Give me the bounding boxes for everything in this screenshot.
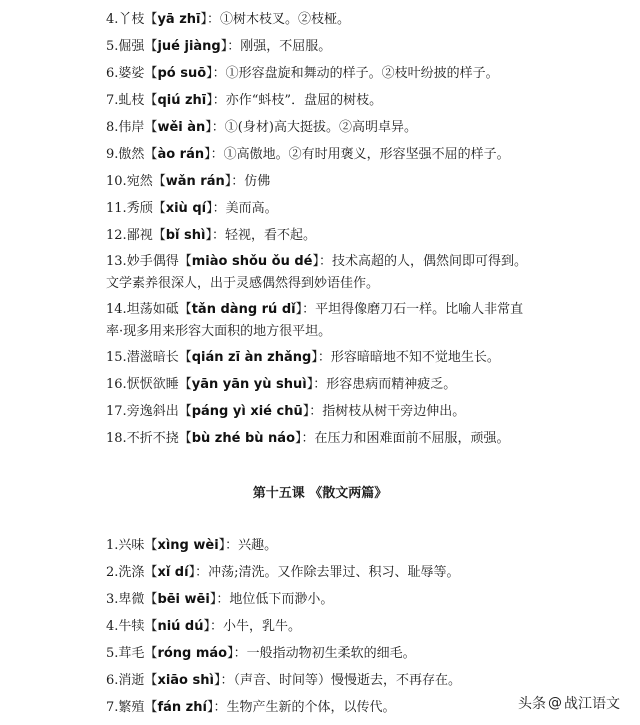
entry-word: 消逝	[118, 673, 145, 688]
entry-number: 17.	[106, 404, 127, 419]
entry-pinyin: xǐ dí	[157, 565, 189, 580]
entry-number: 7.	[106, 93, 119, 108]
entry-number: 8.	[106, 120, 119, 135]
entry-number: 6.	[106, 66, 119, 81]
entry-word: 繁殖	[118, 700, 145, 715]
vocab-entry-16: 16.恹恹欲睡【yān yān yù shuì】：形容患病而精神疲乏。	[106, 377, 457, 392]
entry-word: 傲然	[118, 147, 145, 162]
entry-definition: ：平坦得像磨刀石一样。比喻人非常直率·现多用来形容大面积的地方很平坦。	[106, 302, 524, 339]
entry-number: 11.	[106, 201, 127, 216]
entry-pinyin: wěi àn	[157, 120, 206, 135]
source-watermark	[512, 689, 626, 717]
vocab-entry-b2: 2.洗涤【xǐ dí】：冲荡;清洗。又作除去罪过、积习、耻辱等。	[106, 565, 460, 580]
entry-word: 妙手偶得	[126, 254, 179, 269]
entry-definition: ：技术高超的人，偶然间即可得到。文学素养很深人，出于灵感偶然得到妙语佳作。	[106, 254, 528, 291]
section-heading: 第十五课 《散文两篇》	[252, 486, 388, 501]
entry-number: 1.	[106, 538, 119, 553]
entry-pinyin: bù zhé bù náo	[191, 431, 296, 446]
vocab-entry-5: 5.倔强【jué jiàng】：刚强，不屈服。	[106, 39, 332, 54]
entry-pinyin: yā zhī	[157, 12, 201, 27]
vocab-entry-11: 11.秀颀【xiù qí】：美而高。	[106, 201, 278, 216]
entry-pinyin: wǎn rán	[165, 174, 225, 189]
watermark-source: 头条	[518, 696, 546, 712]
entry-word: 兴味	[118, 538, 145, 553]
vocab-entry-10: 10.宛然【wǎn rán】：仿佛	[106, 174, 271, 189]
vocab-entry-b4: 4.牛犊【niú dú】：小牛，乳牛。	[106, 619, 302, 634]
entry-word: 伟岸	[118, 120, 145, 135]
entry-pinyin: bēi wēi	[157, 592, 210, 607]
entry-word: 不折不挠	[126, 431, 179, 446]
entry-number: 4.	[106, 12, 119, 27]
vocab-entry-b7: 7.繁殖【fán zhí】：生物产生新的个体，以传代。	[106, 700, 396, 715]
vocab-entry-18: 18.不折不挠【bù zhé bù náo】：在压力和困难面前不屈服，顽强。	[106, 431, 510, 446]
entry-word: 恹恹欲睡	[126, 377, 179, 392]
entry-word: 婆娑	[118, 66, 145, 81]
entry-pinyin: jué jiàng	[157, 39, 221, 54]
entry-definition: ：冲荡;清洗。又作除去罪过、积习、耻辱等。	[195, 565, 460, 580]
entry-number: 18.	[106, 431, 127, 446]
entry-word: 茸毛	[118, 646, 145, 661]
entry-definition: ：（声音、时间等）慢慢逝去，不再存在。	[220, 673, 461, 688]
entry-pinyin: tǎn dàng rú dǐ	[191, 302, 296, 317]
watermark-account: 战江语文	[564, 696, 620, 712]
entry-word: 坦荡如砥	[126, 302, 179, 317]
entry-definition: ：仿佛	[231, 174, 271, 189]
entry-pinyin: xiù qí	[165, 201, 207, 216]
entry-definition: ：①高傲地。②有时用褒义，形容坚强不屈的样子。	[210, 147, 510, 162]
vocab-entry-b6: 6.消逝【xiāo shì】：（声音、时间等）慢慢逝去，不再存在。	[106, 673, 461, 688]
entry-pinyin: fán zhí	[157, 700, 207, 715]
entry-definition: ：在压力和困难面前不屈服，顽强。	[301, 431, 510, 446]
entry-pinyin: qián zī àn zhǎng	[191, 350, 312, 365]
entry-definition: ：生物产生新的个体，以传代。	[213, 700, 396, 715]
entry-word: 潜滋暗长	[126, 350, 179, 365]
watermark-at-symbol: @	[548, 695, 562, 711]
entry-pinyin: qiú zhī	[157, 93, 207, 108]
entry-definition: ：形容患病而精神疲乏。	[313, 377, 457, 392]
entry-number: 14.	[106, 302, 127, 317]
entry-definition: ：地位低下而渺小。	[216, 592, 334, 607]
entry-word: 倔强	[118, 39, 145, 54]
entry-pinyin: niú dú	[157, 619, 204, 634]
entry-pinyin: xìng wèi	[157, 538, 219, 553]
entry-number: 10.	[106, 174, 127, 189]
entry-definition: ：兴趣。	[225, 538, 278, 553]
vocab-entry-b3: 3.卑微【bēi wēi】：地位低下而渺小。	[106, 592, 334, 607]
vocab-entry-8: 8.伟岸【wěi àn】：①(身材)高大挺拔。②高明卓异。	[106, 120, 417, 135]
entry-number: 2.	[106, 565, 119, 580]
vocab-entry-6: 6.婆娑【pó suō】：①形容盘旋和舞动的样子。②枝叶纷披的样子。	[106, 66, 499, 81]
vocab-entry-b1: 1.兴味【xìng wèi】：兴趣。	[106, 538, 278, 553]
entry-pinyin: róng máo	[157, 646, 228, 661]
entry-word: 洗涤	[118, 565, 145, 580]
entry-pinyin: pó suō	[157, 66, 207, 81]
entry-definition: ：美而高。	[212, 201, 278, 216]
vocab-entry-b5: 5.茸毛【róng máo】：一般指动物初生柔软的细毛。	[106, 646, 416, 661]
entry-word: 旁逸斜出	[126, 404, 179, 419]
entry-definition: ：指树枝从树干旁边伸出。	[309, 404, 466, 419]
entry-definition: ：一般指动物初生柔软的细毛。	[233, 646, 416, 661]
entry-word: 宛然	[126, 174, 153, 189]
entry-pinyin: miào shǒu ǒu dé	[191, 254, 313, 269]
entry-number: 9.	[106, 147, 119, 162]
entry-pinyin: yān yān yù shuì	[191, 377, 307, 392]
vocab-entry-7: 7.虬枝【qiú zhī】：亦作“蚪枝”．盘屈的树枝。	[106, 93, 383, 108]
entry-definition: ：亦作“蚪枝”．盘屈的树枝。	[212, 93, 383, 108]
entry-word: 虬枝	[118, 93, 145, 108]
entry-definition: ：轻视，看不起。	[211, 228, 316, 243]
entry-word: 鄙视	[126, 228, 153, 243]
entry-pinyin: ào rán	[157, 147, 205, 162]
entry-word: 丫枝	[118, 12, 145, 27]
entry-number: 3.	[106, 592, 119, 607]
vocab-entry-13: 13.妙手偶得【miào shǒu ǒu dé】：技术高超的人，偶然间即可得到。文学素养很深人，出于灵感偶然得到妙语佳作。	[106, 254, 528, 291]
entry-number: 5.	[106, 39, 119, 54]
vocab-entry-14: 14.坦荡如砥【tǎn dàng rú dǐ】：平坦得像磨刀石一样。比喻人非常直率·现多用来形容大面积的地方很平坦。	[106, 302, 524, 339]
vocab-entry-12: 12.鄙视【bǐ shì】：轻视，看不起。	[106, 228, 316, 243]
entry-number: 7.	[106, 700, 119, 715]
vocab-entry-4: 4.丫枝【yā zhī】：①树木枝叉。②枝桠。	[106, 12, 351, 27]
entry-pinyin: xiāo shì	[157, 673, 214, 688]
vocab-entry-9: 9.傲然【ào rán】：①高傲地。②有时用褒义，形容坚强不屈的样子。	[106, 147, 510, 162]
entry-number: 4.	[106, 619, 119, 634]
entry-pinyin: bǐ shì	[165, 228, 206, 243]
entry-definition: ：①树木枝叉。②枝桠。	[207, 12, 351, 27]
entry-word: 秀颀	[126, 201, 153, 216]
entry-number: 15.	[106, 350, 127, 365]
entry-pinyin: páng yì xié chū	[191, 404, 303, 419]
entry-definition: ：①(身材)高大挺拔。②高明卓异。	[211, 120, 417, 135]
entry-word: 卑微	[118, 592, 145, 607]
entry-number: 16.	[106, 377, 127, 392]
entry-number: 12.	[106, 228, 127, 243]
vocab-entry-15: 15.潜滋暗长【qián zī àn zhǎng】：形容暗暗地不知不觉地生长。	[106, 350, 500, 365]
entry-word: 牛犊	[118, 619, 145, 634]
entry-definition: ：刚强，不屈服。	[227, 39, 332, 54]
vocab-entry-17: 17.旁逸斜出【páng yì xié chū】：指树枝从树干旁边伸出。	[106, 404, 466, 419]
entry-number: 6.	[106, 673, 119, 688]
entry-definition: ：①形容盘旋和舞动的样子。②枝叶纷披的样子。	[212, 66, 499, 81]
entry-number: 13.	[106, 254, 127, 269]
entry-definition: ：形容暗暗地不知不觉地生长。	[317, 350, 500, 365]
entry-number: 5.	[106, 646, 119, 661]
entry-definition: ：小牛，乳牛。	[210, 619, 302, 634]
